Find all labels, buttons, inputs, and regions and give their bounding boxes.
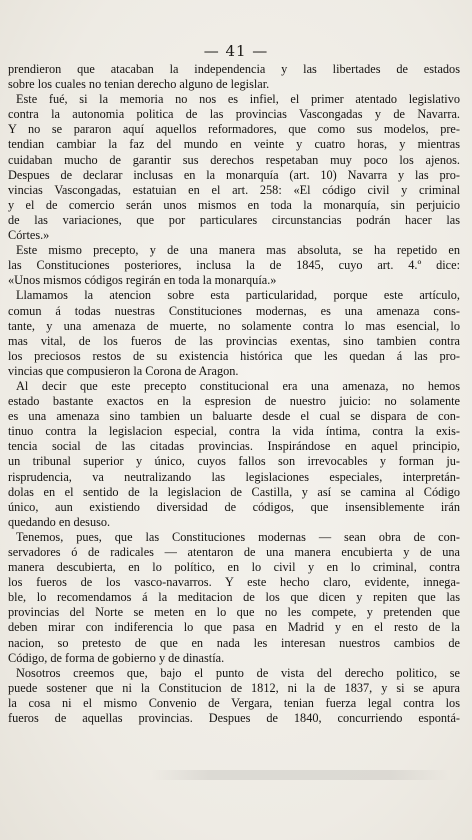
text-line: Este fué, si la memoria no nos es infiel, el primer atentado legislativo xyxy=(16,92,460,107)
text-line: la cosa ni el mismo Convenio de Vergara, tenian fuerza legal contra los xyxy=(8,695,460,710)
text-line: provincias del Norte se meten en lo que no les compete, y pretenden que xyxy=(8,605,460,620)
text-line: quedando en desuso. xyxy=(8,514,111,529)
text-line: mas vital, de los fueros de las provincias exentas, sino tambien contra xyxy=(8,333,460,348)
text-line: servadores ó de radicales — atentaron de una manera encubierta y de una xyxy=(8,545,460,559)
text-line: contra la autonomia politica de las provincias Vascongadas y de Navarra. xyxy=(8,107,460,122)
text-line: prendieron que atacaban la independencia y las libertades de estados xyxy=(8,62,460,76)
text-line: Al decir que este precepto constitucional era una amenaza, no hemos xyxy=(16,378,460,393)
text-line: Córtes.» xyxy=(8,228,50,243)
text-line: Nosotros creemos que, bajo el punto de vista del derecho politico, se xyxy=(16,665,460,680)
text-line: vincias que compusieron la Corona de Aragon. xyxy=(8,363,239,378)
show-through-bleed xyxy=(150,770,450,780)
text-line: Despues de declarar inclusas en la monarquía (art. 10) Navarra y las pro- xyxy=(8,167,460,182)
text-line: tencia social de las citadas provincias. Inspirándose en aquel principio, xyxy=(8,439,460,454)
text-line: único, aun existiendo diversidad de códigos, que insensiblemente irán xyxy=(8,499,460,514)
text-line: nacion, so pretesto de que en nada les interesan nuestros cambios de xyxy=(8,635,460,650)
text-line: Este mismo precepto, y de una manera mas absoluta, se ha repetido en xyxy=(16,243,460,258)
text-line: Llamamos la atencion sobre esta particularidad, porque este artículo, xyxy=(16,288,460,303)
text-line: un tribunal superior y único, cuyos fallos son irrevocables y forman ju- xyxy=(8,454,460,469)
text-line: de las variaciones, que por particulares circunstancias podrán hacer las xyxy=(8,212,460,227)
text-line: «Unos mismos códigos regirán en toda la monarquía.» xyxy=(8,273,277,288)
text-line: cuidaban mucho de garantir sus derechos respetaban muy poco los ajenos. xyxy=(8,152,460,167)
text-line: las Constituciones posteriores, inclusa la de 1845, cuyo art. 4.º dice: xyxy=(8,258,460,273)
text-line: vincias Vascongadas, estatuian en el art. 258: «El código civil y criminal xyxy=(8,182,460,197)
text-line: ble, lo recomendamos á la meditacion de los que dicen y repiten que las xyxy=(8,590,460,605)
text-line: es una amenaza sino tambien un baluarte desde el cual se dispara de con- xyxy=(8,409,460,424)
text-line: deben mirar con indiferencia lo que pasa en Madrid y en el resto de la xyxy=(8,620,460,635)
text-line: los preciosos restos de su existencia histórica que les quedan á las pro- xyxy=(8,348,460,363)
text-line: comun á todas nuestras Constituciones modernas, es una amenaza cons- xyxy=(8,303,460,318)
text-line: y el de comercio serán unos mismos en toda la monarquía, sin perjuicio xyxy=(8,197,460,212)
text-line: fueros de aquellas provincias. Despues de 1840, concurriendo espontá- xyxy=(8,711,460,726)
body-text xyxy=(8,62,460,726)
text-line: Tenemos, pues, que las Constituciones modernas — sean obra de con- xyxy=(16,529,460,544)
text-line: dolas en el sentido de la legislacion de Castilla, y así se camina al Código xyxy=(8,484,460,499)
page-number: — 41 — xyxy=(203,42,269,60)
text-line: puede sostener que ni la Constitucion de 1812, ni la de 1837, y si se apura xyxy=(8,680,460,695)
text-line: Código, de forma de gobierno y de dinastía. xyxy=(8,650,225,665)
text-line: los fueros de los vasco-navarros. Y este hecho claro, evidente, innega- xyxy=(8,575,460,590)
text-line: sobre los cuales no tenian derecho alguno de legislar. xyxy=(8,77,270,92)
text-line: Y no se pararon aquí aquellos reformadores, que como sus modelos, pre- xyxy=(8,122,460,137)
text-line: tinuo contra la legislacion especial, contra la vida íntima, contra la exis- xyxy=(8,424,460,439)
text-line: manera descubierta, en lo político, en lo civil y en lo criminal, contra xyxy=(8,560,460,575)
text-line: risprudencia, va neutralizando las legislaciones especiales, interpretán- xyxy=(8,469,460,484)
text-line: tante, y una amenaza de muerte, no solamente contra lo mas esencial, lo xyxy=(8,318,460,333)
text-line: tendian cambiar la faz del mundo en veinte y cuatro horas, y mientras xyxy=(8,137,460,152)
text-line: estado bastante exactos en la espresion de nuestro juicio: no solamente xyxy=(8,394,460,409)
